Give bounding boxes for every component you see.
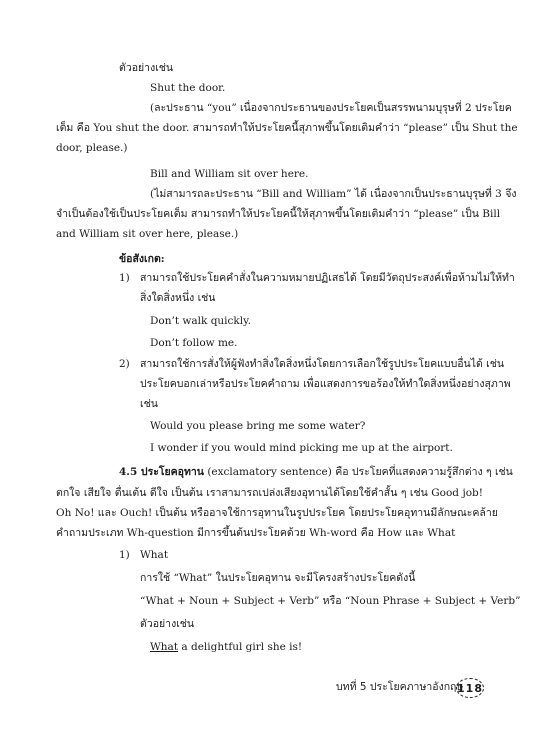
list-number: 1) — [119, 272, 130, 284]
example-sentence: Bill and William sit over here. — [150, 168, 309, 180]
note-heading: ข้อสังเกต: — [119, 253, 165, 265]
paragraph-line: คำถามประเภท Wh-question มีการขึ้นต้นประโยคด้วย Wh-word คือ How และ What — [56, 527, 456, 539]
section-intro-line — [119, 465, 513, 479]
list-number: 1) — [119, 549, 130, 561]
paragraph-line: Oh No! และ Ouch! เป็นต้น หรืออาจใช้การอุทานในรูปประโยค โดยประโยคอุทานมีลักษณะคล้าย — [56, 507, 498, 519]
paragraph-line: ตกใจ เสียใจ ตื่นเต้น ดีใจ เป็นต้น เราสามารถเปล่งเสียงอุทานได้โดยใช้คำสั้น ๆ เช่น Good job! — [56, 487, 483, 499]
example-sentence — [150, 640, 302, 654]
paragraph-line: (ละประธาน “you” เนื่องจากประธานของประโยคเป็นสรรพนามบุรุษที่ 2 ประโยค — [150, 102, 512, 114]
example-sentence: Shut the door. — [150, 82, 226, 94]
list-item-line: สามารถใช้ประโยคคำสั่งในความหมายปฏิเสธได้ โดยมีวัตถุประสงค์เพื่อห้ามไม่ให้ทำ — [140, 272, 515, 284]
paragraph-line: door, please.) — [56, 142, 128, 154]
paragraph-line: เต็ม คือ You shut the door. สามารถทำให้ประโยคนี้สุภาพขึ้นโดยเติมคำว่า “please” เป็น Shut the — [56, 122, 518, 134]
example-sentence: Don’t follow me. — [150, 337, 238, 349]
list-item-line: สามารถใช้การสั่งให้ผู้ฟังทำสิ่งใดสิ่งหนึ่งโดยการเลือกใช้รูปประโยคแบบอื่นได้ เช่น — [140, 358, 505, 370]
paragraph-line: (ไม่สามารถละประธาน “Bill and William” ได้ เนื่องจากเป็นประธานบุรุษที่ 3 จึง — [150, 188, 517, 200]
example-sentence-rest: a delightful girl she is! — [178, 641, 303, 653]
list-item-line: เช่น — [140, 398, 158, 410]
structure-line: “What + Noun + Subject + Verb” หรือ “Noun Phrase + Subject + Verb” — [140, 595, 521, 607]
section-heading: 4.5 ประโยคอุทาน — [119, 466, 204, 478]
example-sentence: Don’t walk quickly. — [150, 315, 252, 327]
section-intro-text: (exclamatory sentence) คือ ประโยคที่แสดงความรู้สึกต่าง ๆ เช่น — [203, 466, 513, 478]
example-heading: ตัวอย่างเช่น — [119, 62, 174, 74]
chapter-footer: บทที่ 5 ประโยคภาษาอังกฤษ — [336, 681, 464, 693]
list-item-line: What — [140, 549, 169, 561]
list-item-line: สิ่งใดสิ่งหนึ่ง เช่น — [140, 292, 216, 304]
underlined-word: What — [150, 641, 179, 653]
example-heading: ตัวอย่างเช่น — [140, 618, 195, 630]
paragraph-line: จำเป็นต้องใช้เป็นประโยคเต็ม สามารถทำให้ประโยคนี้ให้สุภาพขึ้นโดยเติมคำว่า “please” เป็น Bill — [56, 208, 501, 220]
example-sentence: Would you please bring me some water? — [150, 420, 366, 432]
page-number: 118 — [456, 678, 484, 698]
paragraph-line: การใช้ “What” ในประโยคอุทาน จะมีโครงสร้างประโยคดังนี้ — [140, 572, 416, 584]
list-number: 2) — [119, 358, 130, 370]
paragraph-line: and William sit over here, please.) — [56, 228, 239, 240]
list-item-line: ประโยคบอกเล่าหรือประโยคคำถาม เพื่อแสดงการขอร้องให้ทำใดสิ่งหนึ่งอย่างสุภาพ — [140, 378, 511, 390]
example-sentence: I wonder if you would mind picking me up at the airport. — [150, 442, 453, 454]
